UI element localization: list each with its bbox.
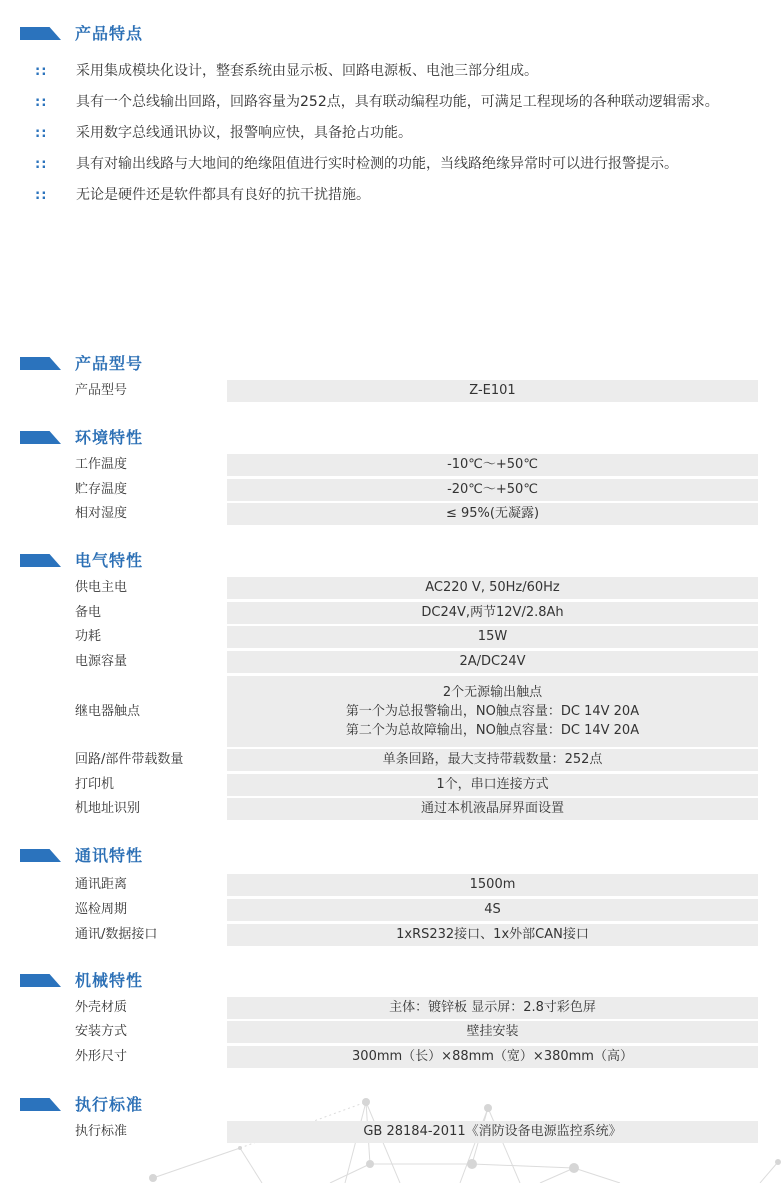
list-item: :: 采用集成模块化设计，整套系统由显示板、回路电源板、电池三部分组成。 (0, 56, 784, 87)
row-value: 300mm（长）×88mm（宽）×380mm（高） (227, 1046, 758, 1068)
list-item: :: 无论是硬件还是软件都具有良好的抗干扰措施。 (0, 180, 784, 211)
row-label: 执行标准 (75, 1124, 128, 1139)
row-value: -10℃～+50℃ (227, 454, 758, 476)
row-value: 通过本机液晶屏界面设置 (227, 798, 758, 820)
row-value: 单条回路，最大支持带载数量：252点 (227, 749, 758, 771)
table-row (0, 676, 784, 747)
row-label: 供电主电 (75, 580, 128, 595)
section-communication-header (0, 843, 784, 869)
table-row (0, 899, 784, 921)
table-row (0, 798, 784, 820)
section-title: 产品型号 (75, 354, 144, 373)
row-label: 功耗 (75, 629, 102, 644)
row-label: 外形尺寸 (75, 1049, 128, 1064)
row-label: 继电器触点 (75, 704, 141, 719)
row-value: 壁挂安装 (227, 1021, 758, 1043)
bullet-icon: :: (35, 95, 48, 110)
table-row (0, 479, 784, 501)
row-value: 4S (227, 899, 758, 921)
list-item: :: 具有对输出线路与大地间的绝缘阻值进行实时检测的功能，当线路绝缘异常时可以进行报警提示。 (0, 149, 784, 180)
table-row (0, 626, 784, 648)
row-label: 通讯/数据接口 (75, 927, 158, 942)
section-flag-icon (20, 357, 61, 370)
table-row (0, 874, 784, 896)
row-label: 工作温度 (75, 457, 128, 472)
section-flag-icon (20, 431, 61, 444)
row-value: 1个，串口连接方式 (227, 774, 758, 796)
section-electrical-header (0, 548, 784, 574)
section-environment-header (0, 425, 784, 451)
table-row (0, 503, 784, 525)
table-row (0, 651, 784, 673)
section-title: 电气特性 (75, 551, 144, 570)
section-title: 机械特性 (75, 971, 144, 990)
row-label: 打印机 (75, 777, 115, 792)
row-label: 通讯距离 (75, 877, 128, 892)
row-label: 外壳材质 (75, 1000, 128, 1015)
row-label: 备电 (75, 605, 102, 620)
section-standard-header (0, 1092, 784, 1118)
section-title: 执行标准 (75, 1095, 144, 1114)
table-row (0, 749, 784, 771)
table-row (0, 380, 784, 402)
list-item: :: 采用数字总线通讯协议，报警响应快，具备抢占功能。 (0, 118, 784, 149)
table-row (0, 1021, 784, 1043)
section-flag-icon (20, 27, 61, 40)
table-row (0, 997, 784, 1019)
row-value: -20℃～+50℃ (227, 479, 758, 501)
row-value: Z-E101 (227, 380, 758, 402)
bullet-icon: :: (35, 188, 48, 203)
row-value: 主体：镀锌板 显示屏：2.8寸彩色屏 (227, 997, 758, 1019)
bullet-icon: :: (35, 64, 48, 79)
row-label: 安装方式 (75, 1024, 128, 1039)
list-item: :: 具有一个总线输出回路，回路容量为252点，具有联动编程功能，可满足工程现场的各种联动逻辑需求。 (0, 87, 784, 118)
section-title: 产品特点 (75, 24, 144, 43)
section-flag-icon (20, 554, 61, 567)
row-label: 产品型号 (75, 383, 128, 398)
row-value: 1xRS232接口、1x外部CAN接口 (227, 924, 758, 946)
row-label: 相对湿度 (75, 506, 128, 521)
row-value: 2个无源输出触点 第一个为总报警输出，NO触点容量：DC 14V 20A 第二个为总故障输出，NO触点容量：DC 14V 20A (227, 676, 758, 747)
row-value: ≤ 95%(无凝露) (227, 503, 758, 525)
row-value: DC24V,两节12V/2.8Ah (227, 602, 758, 624)
table-row (0, 924, 784, 946)
section-mechanical-header (0, 968, 784, 994)
row-value: 1500m (227, 874, 758, 896)
bullet-icon: :: (35, 126, 48, 141)
feature-list (0, 56, 784, 211)
row-value: GB 28184-2011《消防设备电源监控系统》 (227, 1121, 758, 1143)
table-row (0, 577, 784, 599)
section-flag-icon (20, 1098, 61, 1111)
row-value: 2A/DC24V (227, 651, 758, 673)
table-row (0, 602, 784, 624)
section-model-header (0, 351, 784, 377)
section-title: 环境特性 (75, 428, 144, 447)
row-label: 回路/部件带载数量 (75, 752, 184, 767)
bullet-icon: :: (35, 157, 48, 172)
row-value: 15W (227, 626, 758, 648)
table-row (0, 454, 784, 476)
row-label: 贮存温度 (75, 482, 128, 497)
section-flag-icon (20, 849, 61, 862)
row-label: 机地址识别 (75, 801, 141, 816)
section-title: 通讯特性 (75, 846, 144, 865)
row-label: 巡检周期 (75, 902, 128, 917)
section-flag-icon (20, 974, 61, 987)
table-row (0, 1046, 784, 1068)
row-label: 电源容量 (75, 654, 128, 669)
table-row (0, 774, 784, 796)
table-row (0, 1121, 784, 1143)
row-value: AC220 V, 50Hz/60Hz (227, 577, 758, 599)
section-features-header (0, 21, 784, 47)
